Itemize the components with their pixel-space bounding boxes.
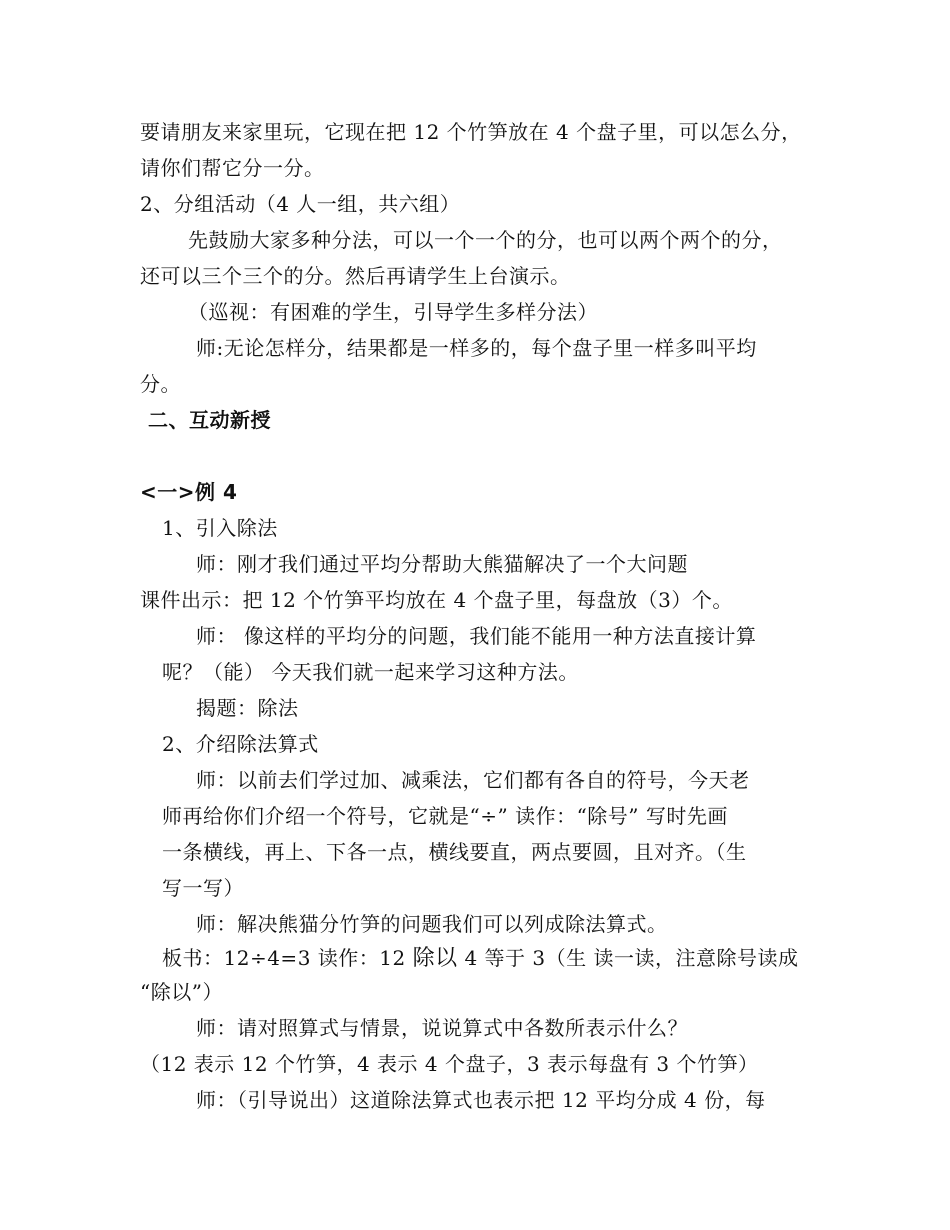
para-line-1: 要请朋友来家里玩，它现在把 12 个竹笋放在 4 个盘子里，可以怎么分， [140, 120, 802, 144]
para-line-24: “除以”） [140, 980, 223, 1004]
para-line-26: （12 表示 12 个竹笋，4 表示 4 个盘子，3 表示每盘有 3 个竹笋） [140, 1052, 759, 1076]
item-intro-division: 1、引入除法 [162, 516, 278, 540]
para-line-21: 写一写） [162, 876, 244, 900]
para-line-12: 师：刚才我们通过平均分帮助大熊猫解决了一个大问题 [196, 552, 688, 576]
example-heading: <一>例 4 [140, 480, 238, 504]
para-line-7: 师:无论怎样分，结果都是一样多的，每个盘子里一样多叫平均 [196, 336, 757, 360]
para-line-16: 揭题：除法 [196, 696, 299, 720]
para-line-27: 师：（引导说出）这道除法算式也表示把 12 平均分成 4 份，每 [196, 1088, 766, 1112]
para-line-19: 师再给你们介绍一个符号，它就是“÷” 读作：“除号” 写时先画 [162, 804, 728, 828]
para-line-2: 请你们帮它分一分。 [140, 156, 325, 180]
para-line-5: 还可以三个三个的分。然后再请学生上台演示。 [140, 264, 571, 288]
para-line-4: 先鼓励大家多种分法，可以一个一个的分，也可以两个两个的分， [188, 228, 783, 252]
para-line-8: 分。 [140, 372, 181, 396]
item-division-formula: 2、介绍除法算式 [162, 732, 319, 756]
para-line-6: （巡视：有困难的学生，引导学生多样分法） [188, 300, 598, 324]
para-line-13: 课件出示：把 12 个竹笋平均放在 4 个盘子里，每盘放（3）个。 [140, 588, 733, 612]
item-group-activity: 2、分组活动（4 人一组，共六组） [140, 192, 461, 216]
para-line-18: 师：以前去们学过加、减乘法，它们都有各自的符号，今天老 [196, 768, 750, 792]
section-heading: 二、互动新授 [148, 408, 271, 432]
board-line-emphasis: 除以 [412, 946, 458, 971]
para-line-20: 一条横线，再上、下各一点，横线要直，两点要圆，且对齐。（生 [162, 840, 747, 864]
board-line-before: 板书：12÷4=3 读作：12 [162, 946, 413, 970]
para-line-22: 师：解决熊猫分竹笋的问题我们可以列成除法算式。 [196, 912, 668, 936]
para-line-15: 呢？（能） 今天我们就一起来学习这种方法。 [162, 660, 579, 684]
board-line [162, 944, 798, 973]
board-line-after: 4 等于 3（生 读一读，注意除号读成 [457, 946, 799, 970]
para-line-14: 师： 像这样的平均分的问题，我们能不能用一种方法直接计算 [196, 624, 757, 648]
para-line-25: 师：请对照算式与情景，说说算式中各数所表示什么？ [196, 1016, 688, 1040]
